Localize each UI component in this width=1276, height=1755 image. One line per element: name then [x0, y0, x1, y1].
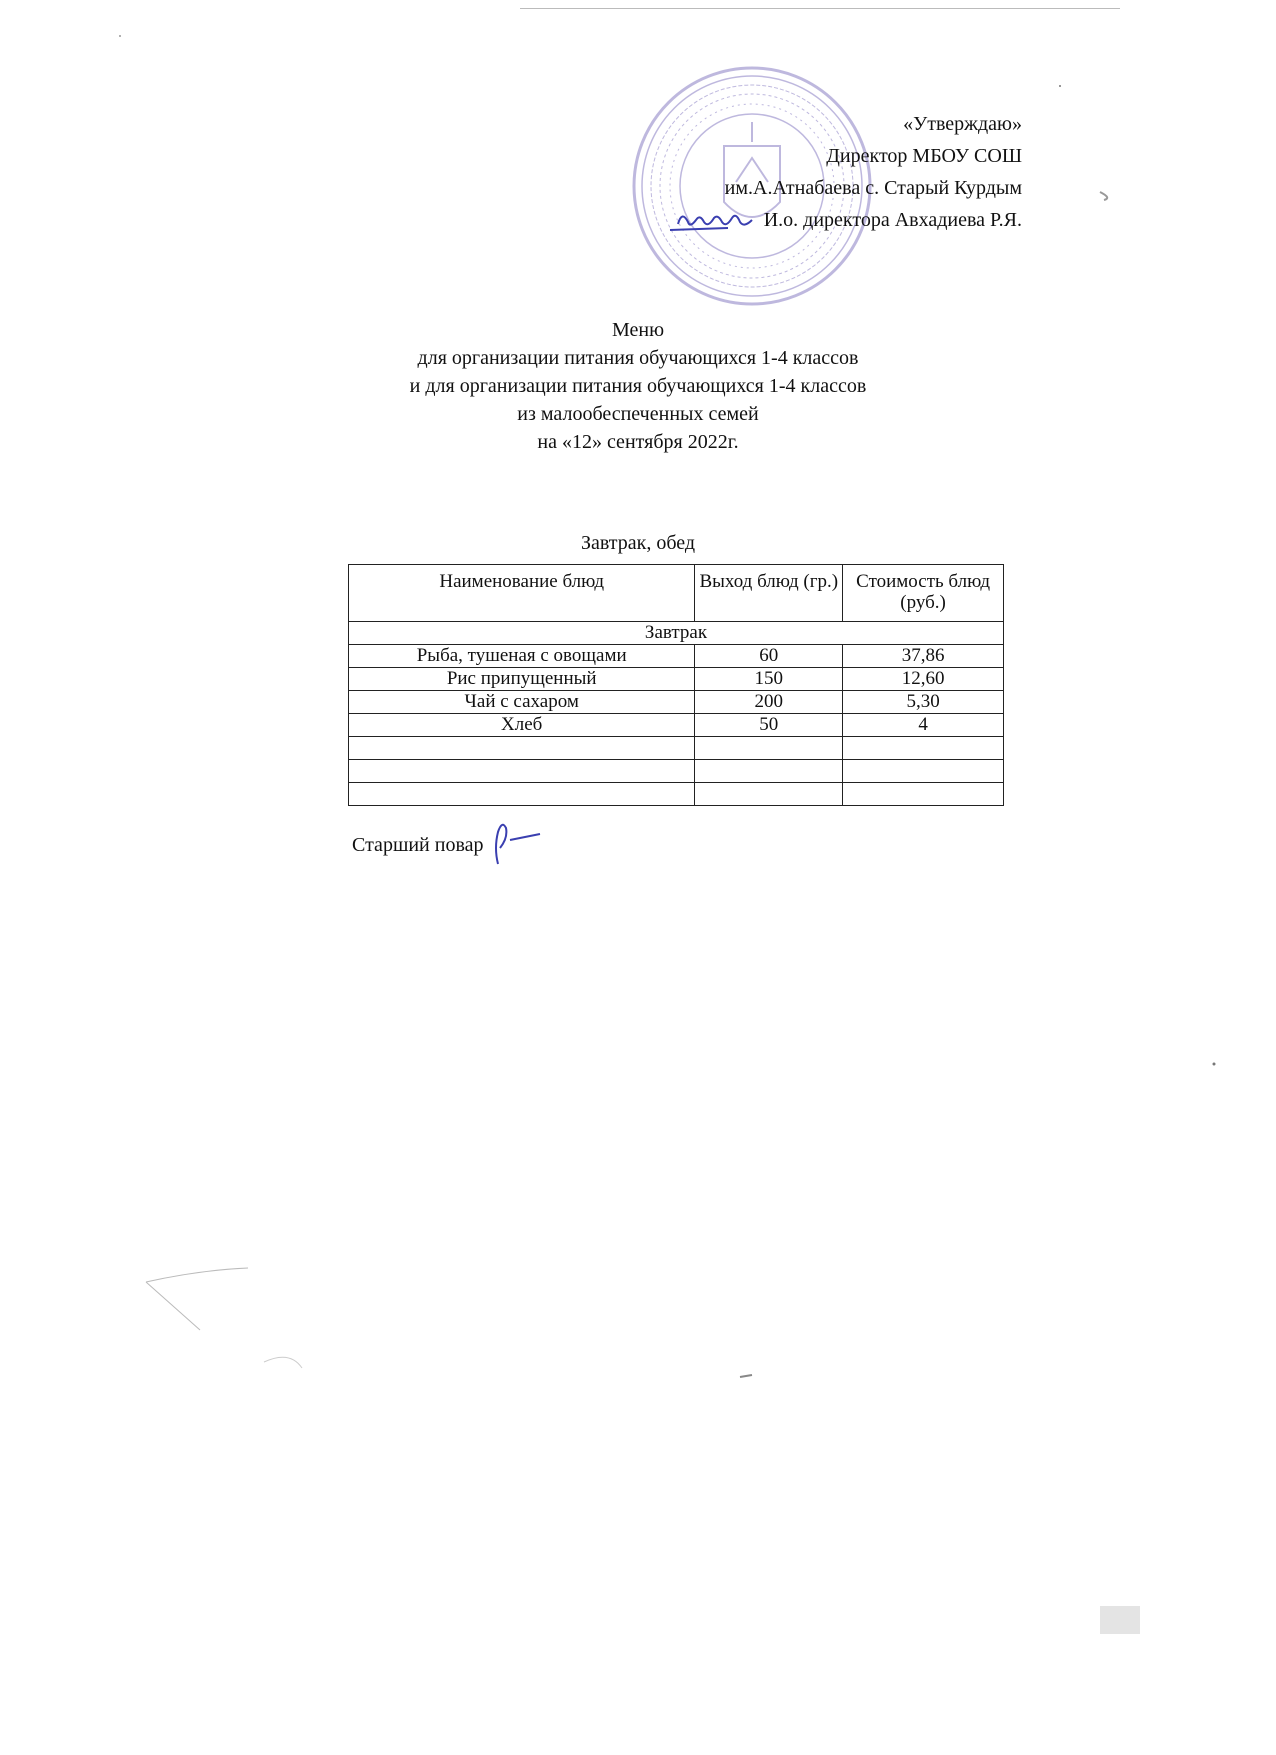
dish-cost: 4: [843, 714, 1004, 737]
dish-portion: 50: [695, 714, 843, 737]
dish-cost: 12,60: [843, 668, 1004, 691]
dish-cost: [843, 737, 1004, 760]
table-row: [349, 645, 1004, 668]
table-row-empty: [349, 760, 1004, 783]
heading-line-3: и для организации питания обучающихся 1-4 классов: [409, 375, 867, 397]
dish-name: Чай с сахаром: [349, 691, 695, 714]
dish-name: [349, 760, 695, 783]
heading-menu: Меню: [611, 319, 665, 341]
heading-line-4: из малообеспеченных семей: [517, 403, 759, 425]
dish-cost: 5,30: [843, 691, 1004, 714]
dish-portion: [695, 760, 843, 783]
header-cost: Стоимость блюд (руб.): [843, 565, 1004, 622]
table-row: [349, 714, 1004, 737]
dish-portion: 200: [695, 691, 843, 714]
section-row: [349, 622, 1004, 645]
dish-name: Рыба, тушеная с овощами: [349, 645, 695, 668]
heading-date: на «12» сентября 2022г.: [537, 431, 739, 453]
dish-cost: [843, 760, 1004, 783]
approval-signatory: И.о. директора Авхадиева Р.Я.: [763, 209, 1022, 231]
meal-subtitle: Завтрак, обед: [580, 532, 696, 554]
dish-name: [349, 737, 695, 760]
dish-portion: 150: [695, 668, 843, 691]
dish-name: [349, 783, 695, 806]
section-breakfast: Завтрак: [349, 622, 1004, 645]
dish-portion: [695, 737, 843, 760]
approval-school: им.А.Атнабаева с. Старый Курдым: [724, 177, 1022, 199]
table-header-row: [349, 565, 1004, 622]
dish-cost: [843, 783, 1004, 806]
table-row-empty: [349, 783, 1004, 806]
menu-table: [348, 564, 1004, 806]
table-row: [349, 668, 1004, 691]
table-row-empty: [349, 737, 1004, 760]
senior-cook-label: Старший повар: [352, 834, 484, 856]
document-heading: [0, 316, 1276, 456]
director-signature: [668, 206, 778, 240]
cook-signature: [488, 818, 548, 868]
dish-name: Рис припущенный: [349, 668, 695, 691]
approval-position: Директор МБОУ СОШ: [826, 145, 1022, 167]
header-portion: Выход блюд (гр.): [695, 565, 843, 622]
heading-line-2: для организации питания обучающихся 1-4 классов: [417, 347, 859, 369]
dish-cost: 37,86: [843, 645, 1004, 668]
dish-name: Хлеб: [349, 714, 695, 737]
table-row: [349, 691, 1004, 714]
scan-edge: [520, 0, 1120, 9]
dish-portion: [695, 783, 843, 806]
header-dish-name: Наименование блюд: [349, 565, 695, 622]
dish-portion: 60: [695, 645, 843, 668]
approval-title: «Утверждаю»: [903, 113, 1022, 135]
